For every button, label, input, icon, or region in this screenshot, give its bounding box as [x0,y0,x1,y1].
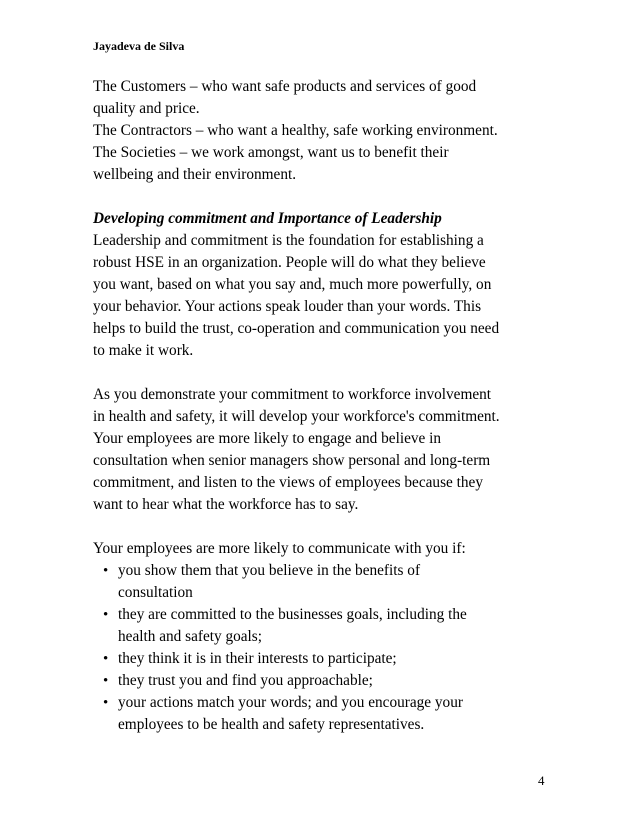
bullet-icon: • [103,695,109,711]
text-line: The Customers – who want safe products and services of good [93,78,477,95]
list-item-text: they are committed to the businesses goals, including the [118,606,467,623]
text-line: The Societies – we work amongst, want us to benefit their [93,144,449,161]
bullet-icon: • [103,607,109,623]
paragraph-spacer [93,362,553,384]
document-body [93,76,553,736]
bullet-icon: • [103,673,109,689]
text-line: you want, based on what you say and, much more powerfully, on [93,276,492,293]
list-item-text: your actions match your words; and you encourage your [118,694,463,711]
list-item-text: employees to be health and safety representatives. [118,716,425,733]
bullet-icon: • [103,563,109,579]
list-item [93,670,553,692]
commitment-paragraph [93,384,553,516]
text-line: helps to build the trust, co-operation and communication you need [93,320,500,337]
text-line: As you demonstrate your commitment to workforce involvement [93,386,492,403]
list-item [93,604,553,648]
page-header-author: Jayadeva de Silva [93,39,185,53]
section-heading: Developing commitment and Importance of Leadership [93,210,442,227]
list-item-text: you show them that you believe in the benefits of [118,562,421,579]
text-line: want to hear what the workforce has to say. [93,496,359,513]
bullet-list [93,560,553,736]
text-line: commitment, and listen to the views of employees because they [93,474,483,491]
leadership-section [93,208,553,362]
text-line: wellbeing and their environment. [93,166,297,183]
list-item-text: they think it is in their interests to participate; [118,650,397,667]
list-item-text: health and safety goals; [118,628,262,645]
list-item-text: they trust you and find you approachable; [118,672,373,689]
text-line: Your employees are more likely to engage and believe in [93,430,442,447]
communication-paragraph [93,538,553,736]
text-line: robust HSE in an organization. People will do what they believe [93,254,486,271]
text-line: The Contractors – who want a healthy, safe working environment. [93,122,498,139]
paragraph-spacer [93,516,553,538]
text-line: your behavior. Your actions speak louder than your words. This [93,298,482,315]
list-item [93,560,553,604]
bullet-icon: • [103,651,109,667]
list-item-text: consultation [118,584,193,601]
text-line: Leadership and commitment is the foundation for establishing a [93,232,484,249]
text-line: to make it work. [93,342,194,359]
text-line: quality and price. [93,100,200,117]
stakeholders-paragraph [93,76,553,186]
text-line: consultation when senior managers show personal and long-term [93,452,491,469]
list-item [93,648,553,670]
page-number: 4 [538,773,545,788]
bullet-intro: Your employees are more likely to communicate with you if: [93,540,466,557]
paragraph-spacer [93,186,553,208]
list-item [93,692,553,736]
text-line: in health and safety, it will develop your workforce's commitment. [93,408,500,425]
